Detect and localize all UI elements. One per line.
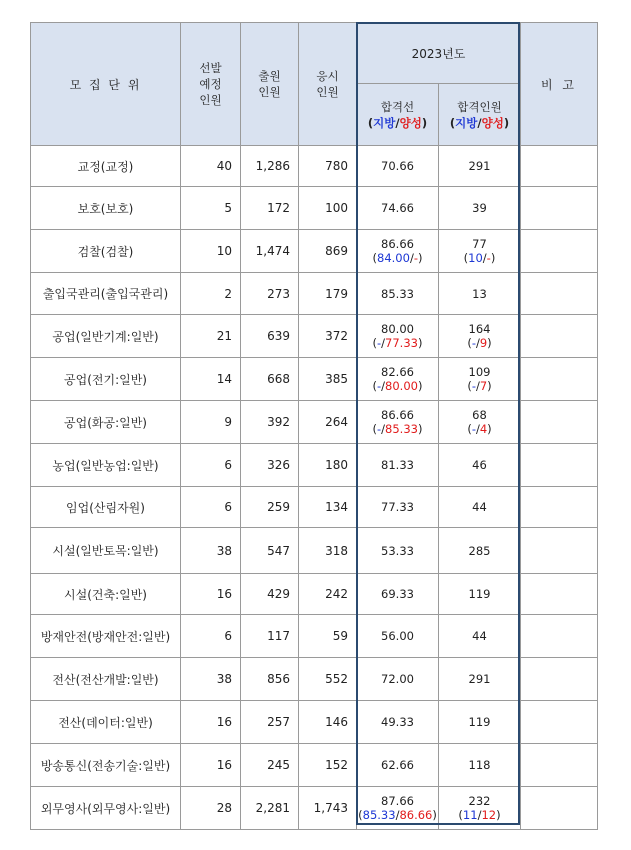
passers-cell — [439, 701, 521, 744]
passers-cell — [439, 146, 521, 187]
planned-cell: 9 — [181, 401, 241, 444]
applied-cell: 273 — [241, 273, 299, 315]
planned-cell: 16 — [181, 701, 241, 744]
cutoff-cell — [357, 444, 439, 487]
planned-cell: 16 — [181, 744, 241, 787]
passers-cell — [439, 315, 521, 358]
tested-cell: 1,743 — [299, 787, 357, 830]
cutoff-cell — [357, 528, 439, 574]
passers-breakdown: (-/7) — [467, 379, 492, 393]
unit-cell: 출입국관리(출입국관리) — [31, 273, 181, 315]
passers-cell — [439, 615, 521, 658]
passers-cell — [439, 658, 521, 701]
passers-breakdown: (-/9) — [467, 336, 492, 350]
cutoff-cell — [357, 315, 439, 358]
table-row — [31, 528, 598, 574]
cutoff-cell — [357, 701, 439, 744]
table-row — [31, 146, 598, 187]
cutoff-value: 85.33 — [381, 286, 414, 301]
passers-breakdown: (10/-) — [463, 251, 496, 265]
header-remarks: 비 고 — [521, 23, 598, 146]
header-passers: 합격인원 (지방/양성) — [439, 84, 521, 146]
passers-value: 68 — [472, 408, 487, 422]
planned-cell: 10 — [181, 230, 241, 273]
passers-breakdown: (11/12) — [458, 808, 501, 822]
tested-cell: 780 — [299, 146, 357, 187]
table-row — [31, 787, 598, 830]
applied-cell: 117 — [241, 615, 299, 658]
cutoff-breakdown: (84.00/-) — [372, 251, 423, 265]
table-row — [31, 401, 598, 444]
cutoff-cell — [357, 146, 439, 187]
passers-value: 291 — [468, 159, 491, 173]
header-passers-sub: (지방/양성) — [449, 115, 510, 130]
header-unit: 모 집 단 위 — [31, 23, 181, 146]
results-table-container — [30, 22, 598, 830]
remarks-cell — [521, 230, 598, 273]
passers-value: 291 — [468, 672, 491, 686]
passers-value: 13 — [472, 286, 487, 301]
table-row — [31, 615, 598, 658]
passers-cell — [439, 787, 521, 830]
applied-cell: 392 — [241, 401, 299, 444]
passers-value: 118 — [468, 758, 491, 772]
planned-cell: 40 — [181, 146, 241, 187]
header-planned: 선발 예정 인원 — [181, 23, 241, 146]
header-cutoff-sub: (지방/양성) — [367, 115, 428, 130]
applied-cell: 639 — [241, 315, 299, 358]
passers-value: 39 — [472, 201, 487, 215]
remarks-cell — [521, 744, 598, 787]
unit-cell: 공업(전기:일반) — [31, 358, 181, 401]
tested-cell: 134 — [299, 487, 357, 528]
unit-cell: 보호(보호) — [31, 187, 181, 230]
planned-cell: 2 — [181, 273, 241, 315]
passers-cell — [439, 574, 521, 615]
tested-cell: 372 — [299, 315, 357, 358]
passers-value: 232 — [468, 794, 491, 808]
planned-cell: 38 — [181, 658, 241, 701]
planned-cell: 38 — [181, 528, 241, 574]
passers-cell — [439, 358, 521, 401]
cutoff-value: 74.66 — [381, 201, 414, 215]
table-body — [31, 146, 598, 830]
cutoff-value: 81.33 — [381, 458, 414, 472]
remarks-cell — [521, 273, 598, 315]
cutoff-breakdown: (-/77.33) — [372, 336, 423, 350]
unit-cell: 공업(화공:일반) — [31, 401, 181, 444]
table-row — [31, 444, 598, 487]
tested-cell: 318 — [299, 528, 357, 574]
unit-cell: 임업(산림자원) — [31, 487, 181, 528]
tested-cell: 869 — [299, 230, 357, 273]
passers-value: 46 — [472, 458, 487, 472]
cutoff-cell — [357, 273, 439, 315]
passers-cell — [439, 444, 521, 487]
cutoff-value: 69.33 — [381, 587, 414, 601]
remarks-cell — [521, 701, 598, 744]
results-table — [30, 22, 598, 830]
applied-cell: 245 — [241, 744, 299, 787]
tested-cell: 59 — [299, 615, 357, 658]
passers-cell — [439, 744, 521, 787]
planned-cell: 6 — [181, 444, 241, 487]
tested-cell: 179 — [299, 273, 357, 315]
remarks-cell — [521, 658, 598, 701]
remarks-cell — [521, 146, 598, 187]
cutoff-value: 70.66 — [381, 159, 414, 173]
tested-cell: 180 — [299, 444, 357, 487]
cutoff-cell — [357, 574, 439, 615]
passers-cell — [439, 401, 521, 444]
applied-cell: 429 — [241, 574, 299, 615]
remarks-cell — [521, 787, 598, 830]
applied-cell: 547 — [241, 528, 299, 574]
passers-cell — [439, 230, 521, 273]
header-year: 2023년도 — [357, 23, 521, 84]
table-row — [31, 187, 598, 230]
table-row — [31, 230, 598, 273]
table-row — [31, 701, 598, 744]
cutoff-cell — [357, 230, 439, 273]
cutoff-value: 82.66 — [381, 365, 414, 379]
header-cutoff: 합격선 (지방/양성) — [357, 84, 439, 146]
cutoff-breakdown: (-/85.33) — [372, 422, 423, 436]
cutoff-value: 86.66 — [381, 408, 414, 422]
planned-cell: 5 — [181, 187, 241, 230]
planned-cell: 28 — [181, 787, 241, 830]
applied-cell: 326 — [241, 444, 299, 487]
unit-cell: 전산(데이터:일반) — [31, 701, 181, 744]
unit-cell: 교정(교정) — [31, 146, 181, 187]
table-row — [31, 358, 598, 401]
table-row — [31, 315, 598, 358]
cutoff-value: 56.00 — [381, 629, 414, 643]
passers-value: 285 — [468, 543, 491, 558]
planned-cell: 6 — [181, 615, 241, 658]
cutoff-cell — [357, 787, 439, 830]
cutoff-value: 86.66 — [381, 237, 414, 251]
passers-cell — [439, 273, 521, 315]
passers-cell — [439, 528, 521, 574]
applied-cell: 856 — [241, 658, 299, 701]
cutoff-value: 62.66 — [381, 758, 414, 772]
remarks-cell — [521, 358, 598, 401]
applied-cell: 668 — [241, 358, 299, 401]
unit-cell: 시설(일반토목:일반) — [31, 528, 181, 574]
applied-cell: 1,286 — [241, 146, 299, 187]
unit-cell: 방송통신(전송기술:일반) — [31, 744, 181, 787]
passers-value: 164 — [468, 322, 491, 336]
unit-cell: 전산(전산개발:일반) — [31, 658, 181, 701]
header-tested: 응시 인원 — [299, 23, 357, 146]
remarks-cell — [521, 528, 598, 574]
unit-cell: 검찰(검찰) — [31, 230, 181, 273]
planned-cell: 21 — [181, 315, 241, 358]
remarks-cell — [521, 487, 598, 528]
cutoff-value: 77.33 — [381, 500, 414, 514]
remarks-cell — [521, 315, 598, 358]
table-row — [31, 487, 598, 528]
unit-cell: 시설(건축:일반) — [31, 574, 181, 615]
passers-value: 44 — [472, 500, 487, 514]
cutoff-cell — [357, 615, 439, 658]
applied-cell: 172 — [241, 187, 299, 230]
tested-cell: 242 — [299, 574, 357, 615]
remarks-cell — [521, 615, 598, 658]
applied-cell: 259 — [241, 487, 299, 528]
table-header — [31, 23, 598, 146]
planned-cell: 16 — [181, 574, 241, 615]
passers-value: 119 — [468, 587, 491, 601]
cutoff-cell — [357, 187, 439, 230]
remarks-cell — [521, 401, 598, 444]
tested-cell: 264 — [299, 401, 357, 444]
unit-cell: 방재안전(방재안전:일반) — [31, 615, 181, 658]
cutoff-value: 53.33 — [381, 543, 414, 558]
cutoff-cell — [357, 358, 439, 401]
header-applied: 출원 인원 — [241, 23, 299, 146]
remarks-cell — [521, 187, 598, 230]
passers-cell — [439, 187, 521, 230]
passers-value: 77 — [472, 237, 487, 251]
applied-cell: 2,281 — [241, 787, 299, 830]
applied-cell: 257 — [241, 701, 299, 744]
unit-cell: 농업(일반농업:일반) — [31, 444, 181, 487]
unit-cell: 외무영사(외무영사:일반) — [31, 787, 181, 830]
cutoff-breakdown: (-/80.00) — [372, 379, 423, 393]
cutoff-value: 80.00 — [381, 322, 414, 336]
cutoff-cell — [357, 487, 439, 528]
tested-cell: 552 — [299, 658, 357, 701]
remarks-cell — [521, 444, 598, 487]
table-row — [31, 574, 598, 615]
tested-cell: 100 — [299, 187, 357, 230]
planned-cell: 6 — [181, 487, 241, 528]
cutoff-cell — [357, 401, 439, 444]
tested-cell: 385 — [299, 358, 357, 401]
cutoff-value: 87.66 — [381, 794, 414, 808]
unit-cell: 공업(일반기계:일반) — [31, 315, 181, 358]
passers-value: 109 — [468, 365, 491, 379]
table-row — [31, 658, 598, 701]
tested-cell: 152 — [299, 744, 357, 787]
applied-cell: 1,474 — [241, 230, 299, 273]
cutoff-breakdown: (85.33/86.66) — [358, 808, 437, 822]
remarks-cell — [521, 574, 598, 615]
passers-cell — [439, 487, 521, 528]
cutoff-value: 72.00 — [381, 672, 414, 686]
cutoff-value: 49.33 — [381, 715, 414, 729]
cutoff-cell — [357, 744, 439, 787]
table-row — [31, 744, 598, 787]
planned-cell: 14 — [181, 358, 241, 401]
passers-value: 119 — [468, 715, 491, 729]
passers-breakdown: (-/4) — [467, 422, 492, 436]
passers-value: 44 — [472, 629, 487, 643]
table-row — [31, 273, 598, 315]
cutoff-cell — [357, 658, 439, 701]
tested-cell: 146 — [299, 701, 357, 744]
